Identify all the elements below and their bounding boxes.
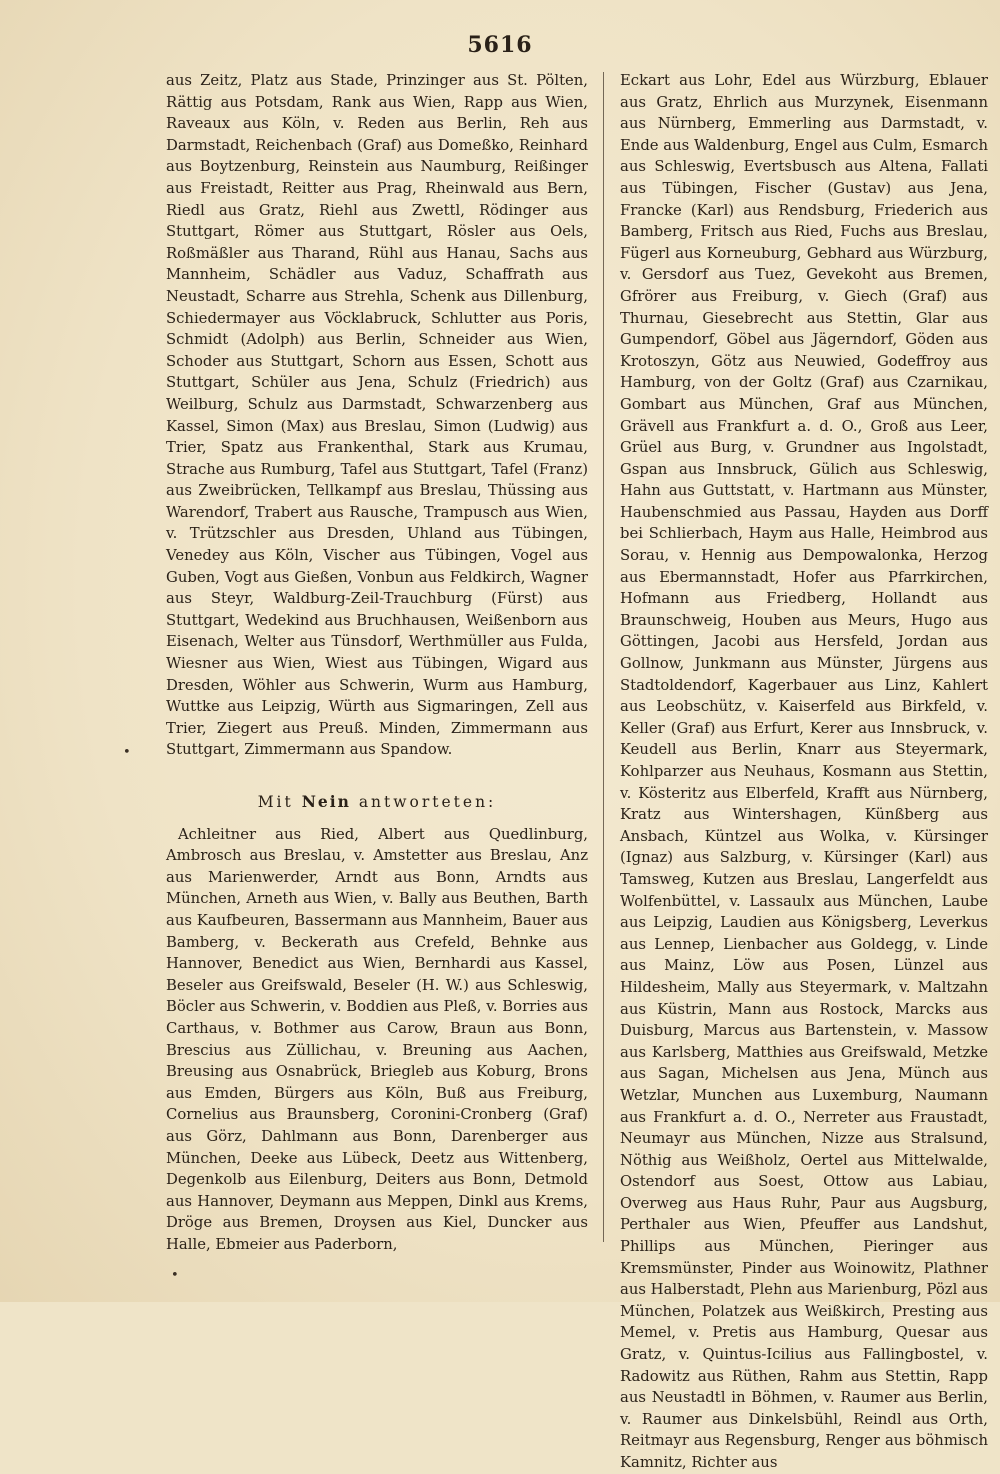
section-heading-nein: [166, 791, 588, 814]
no-voters-list: Achleitner aus Ried, Albert aus Quedlinburg, Ambrosch aus Breslau, v. Amstetter aus Breslau, Anz aus Marienwerder, Arndt aus Bonn, Arndts aus München, Arneth aus Wien, v. Bally aus Beuthen, Barth aus Kaufbeuren, Bassermann aus Mannheim, Bauer aus Bamberg, v. Beckerath aus Crefeld, Behnke aus Hannover, Benedict aus Wien, Bernhardi aus Kassel, Beseler aus Greifswald, Beseler (H. W.) aus Schleswig, Böcler aus Schwerin, v. Boddien aus Pleß, v. Borries aus Carthaus, v. Bothmer aus Carow, Braun aus Bonn, Brescius aus Züllichau, v. Breuning aus Aachen, Breusing aus Osnabrück, Briegleb aus Koburg, Brons aus Emden, Bürgers aus Köln, Buß aus Freiburg, Cornelius aus Braunsberg, Coronini-Cronberg (Graf) aus Görz, Dahlmann aus Bonn, Darenberger aus München, Deeke aus Lübeck, Deetz aus Wittenberg, Degenkolb aus Eilenburg, Deiters aus Bonn, Detmold aus Hannover, Deymann aus Meppen, Dinkl aus Krems, Dröge aus Bremen, Droysen aus Kiel, Duncker aus Halle, Ebmeier aus Paderborn,: [166, 825, 588, 1253]
column-divider: [603, 72, 604, 1242]
page-number: 5616: [467, 32, 533, 58]
left-column: [166, 70, 588, 1255]
right-column: [620, 70, 988, 1474]
heading-prefix: Mit: [257, 793, 294, 811]
heading-suffix: antworteten:: [358, 793, 497, 811]
margin-dot-mark: •: [123, 745, 131, 760]
no-voters-list-continued: Eckart aus Lohr, Edel aus Würzburg, Eblauer aus Gratz, Ehrlich aus Murzynek, Eisenmann aus Nürnberg, Emmerling aus Darmstadt, v. Ende aus Waldenburg, Engel aus Culm, Esmarch aus Schleswig, Evertsbusch aus Altena, Fallati aus Tübingen, Fischer (Gustav) aus Jena, Francke (Karl) aus Rendsburg, Friederich aus Bamberg, Fritsch aus Ried, Fuchs aus Breslau, Fügerl aus Korneuburg, Gebhard aus Würzburg, v. Gersdorf aus Tuez, Gevekoht aus Bremen, Gfrörer aus Freiburg, v. Giech (Graf) aus Thurnau, Giesebrecht aus Stettin, Glar aus Gumpendorf, Göbel aus Jägerndorf, Göden aus Krotoszyn, Götz aus Neuwied, Godeffroy aus Hamburg, von der Goltz (Graf) aus Czarnikau, Gombart aus München, Graf aus München, Grävell aus Frankfurt a. d. O., Groß aus Leer, Grüel aus Burg, v. Grundner aus Ingolstadt, Gspan aus Innsbruck, Gülich aus Schleswig, Hahn aus Guttstatt, v. Hartmann aus Münster, Haubenschmied aus Passau, Hayden aus Dorff bei Schlierbach, Haym aus Halle, Heimbrod aus Sorau, v. Hennig aus Dempowalonka, Herzog aus Ebermannstadt, Hofer aus Pfarrkirchen, Hofmann aus Friedberg, Hollandt aus Braunschweig, Houben aus Meurs, Hugo aus Göttingen, Jacobi aus Hersfeld, Jordan aus Gollnow, Junkmann aus Münster, Jürgens aus Stadtoldendorf, Kagerbauer aus Linz, Kahlert aus Leobschütz, v. Kaiserfeld aus Birkfeld, v. Keller (Graf) aus Erfurt, Kerer aus Innsbruck, v. Keudell aus Berlin, Knarr aus Steyermark, Kohlparzer aus Neuhaus, Kosmann aus Stettin, v. Kösteritz aus Elberfeld, Krafft aus Nürnberg, Kratz aus Wintershagen, Künßberg aus Ansbach, Küntzel aus Wolka, v. Kürsinger (Ignaz) aus Salzburg, v. Kürsinger (Karl) aus Tamsweg, Kutzen aus Breslau, Langerfeldt aus Wolfenbüttel, v. Lassaulx aus München, Laube aus Leipzig, Laudien aus Königsberg, Leverkus aus Lennep, Lienbacher aus Goldegg, v. Linde aus Mainz, Löw aus Posen, Lünzel aus Hildesheim, Mally aus Steyermark, v. Maltzahn aus Küstrin, Mann aus Rostock, Marcks aus Duisburg, Marcus aus Bartenstein, v. Massow aus Karlsberg, Matthies aus Greifswald, Metzke aus Sagan, Michelsen aus Jena, Münch aus Wetzlar, Munchen aus Luxemburg, Naumann aus Frankfurt a. d. O., Nerreter aus Fraustadt, Neumayr aus München, Nizze aus Stralsund, Nöthig aus Weißholz, Oertel aus Mittelwalde, Ostendorf aus Soest, Ottow aus Labiau, Overweg aus Haus Ruhr, Paur aus Augsburg, Perthaler aus Wien, Pfeuffer aus Landshut, Phillips aus München, Pieringer aus Kremsmünster, Pinder aus Woinowitz, Plathner aus Halberstadt, Plehn aus Marienburg, Pözl aus München, Polatzek aus Weißkirch, Presting aus Memel, v. Pretis aus Hamburg, Quesar aus Gratz, v. Quintus-Icilius aus Fallingbostel, v. Radowitz aus Rüthen, Rahm aus Stettin, Rapp aus Neustadtl in Böhmen, v. Raumer aus Berlin, v. Raumer aus Dinkelsbühl, Reindl aus Orth, Reitmayr aus Regensburg, Renger aus böhmisch Kamnitz, Richter aus: [620, 72, 988, 1471]
heading-emphasis: Nein: [301, 792, 351, 811]
margin-dot-mark: •: [171, 1268, 179, 1283]
yes-voters-continued: aus Zeitz, Platz aus Stade, Prinzinger aus St. Pölten, Rättig aus Potsdam, Rank aus Wien, Rapp aus Wien, Raveaux aus Köln, v. Reden aus Berlin, Reh aus Darmstadt, Reichenbach (Graf) aus Domeßko, Reinhard aus Boytzenburg, Reinstein aus Naumburg, Reißinger aus Freistadt, Reitter aus Prag, Rheinwald aus Bern, Riedl aus Gratz, Riehl aus Zwettl, Rödinger aus Stuttgart, Römer aus Stuttgart, Rösler aus Oels, Roßmäßler aus Tharand, Rühl aus Hanau, Sachs aus Mannheim, Schädler aus Vaduz, Schaffrath aus Neustadt, Scharre aus Strehla, Schenk aus Dillenburg, Schiedermayer aus Vöcklabruck, Schlutter aus Poris, Schmidt (Adolph) aus Berlin, Schneider aus Wien, Schoder aus Stuttgart, Schorn aus Essen, Schott aus Stuttgart, Schüler aus Jena, Schulz (Friedrich) aus Weilburg, Schulz aus Darmstadt, Schwarzenberg aus Kassel, Simon (Max) aus Breslau, Simon (Ludwig) aus Trier, Spatz aus Frankenthal, Stark aus Krumau, Strache aus Rumburg, Tafel aus Stuttgart, Tafel (Franz) aus Zweibrücken, Tellkampf aus Breslau, Thüssing aus Warendorf, Trabert aus Rausche, Trampusch aus Wien, v. Trützschler aus Dresden, Uhland aus Tübingen, Venedey aus Köln, Vischer aus Tübingen, Vogel aus Guben, Vogt aus Gießen, Vonbun aus Feldkirch, Wagner aus Steyr, Waldburg-Zeil-Trauchburg (Fürst) aus Stuttgart, Wedekind aus Bruchhausen, Weißenborn aus Eisenach, Welter aus Tünsdorf, Werthmüller aus Fulda, Wiesner aus Wien, Wiest aus Tübingen, Wigard aus Dresden, Wöhler aus Schwerin, Wurm aus Hamburg, Wuttke aus Leipzig, Würth aus Sigmaringen, Zell aus Trier, Ziegert aus Preuß. Minden, Zimmermann aus Stuttgart, Zimmermann aus Spandow.: [166, 72, 588, 759]
